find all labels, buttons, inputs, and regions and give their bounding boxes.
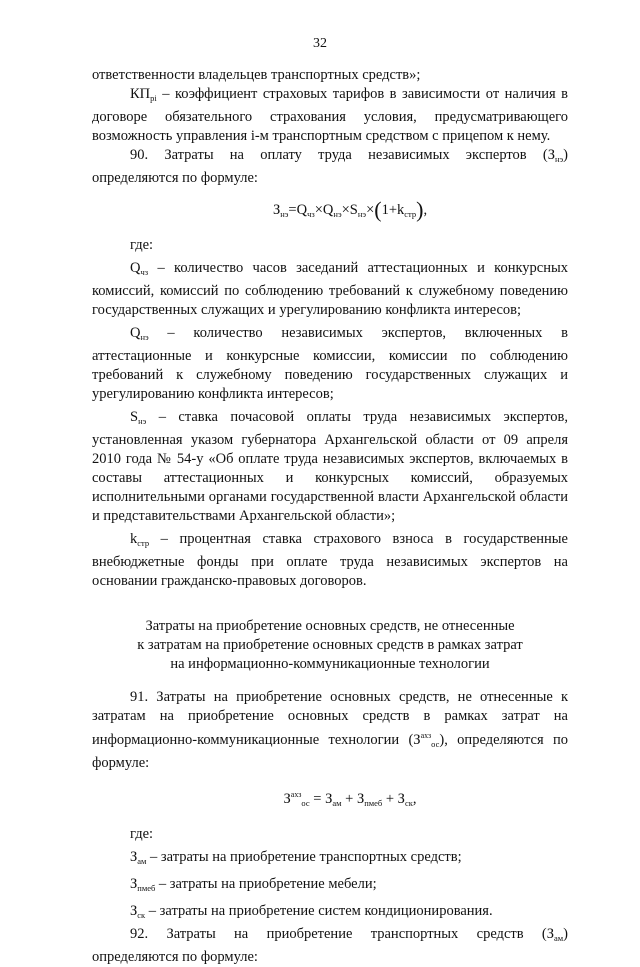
heading-line: на информационно-коммуникационные технологии	[170, 656, 490, 672]
section-heading	[92, 617, 568, 674]
definition-z-pmeb: $З_{пмеб}$ – затраты на приобретение мебели;	[130, 875, 377, 893]
where-label: где:	[130, 825, 154, 842]
definition-q-chz: $Q_{чз}$ – количество часов заседаний аттестационных и конкурсных комиссий, комиссий по соблюдению требований к служебному поведению государственных служащих и урегулированию конфликта интересов;	[92, 260, 568, 318]
definition-z-am: $З_{ам}$ – затраты на приобретение транспортных средств;	[130, 848, 462, 866]
paragraph-91: 91. Затраты на приобретение основных средств, не отнесенные к затратам на приобретение основных средств в рамках затрат на информационно-коммуникационные технологии $(З^{ахз}_{ос})$, определяются по формуле:	[92, 689, 569, 771]
definition-z-sk: $З_{ск}$ – затраты на приобретение систем кондиционирования.	[130, 902, 493, 920]
heading-line: Затраты на приобретение основных средств, не отнесенные	[145, 618, 515, 634]
paragraph-90: 90. Затраты на оплату труда независимых экспертов $(З_{нэ})$ определяются по формуле:	[92, 147, 568, 186]
kp-definition: $КП_{pi}$ – коэффициент страховых тарифов в зависимости от наличия в договоре обязательного страхования условия, предусматривающего возможность управления i-м транспортным средством с прицепом к нему.	[92, 86, 568, 144]
formula-91: $З^{ахз}_{ос} = З_{ам} + З_{пмеб} + З_{ск}$,	[283, 789, 417, 808]
formula-90: $З_{нэ}=Q_{чз}\times Q_{нэ}\times S_{нэ}\times(1+k_{стр})$,	[272, 197, 428, 222]
where-label: где:	[130, 237, 154, 253]
definition-q-ne: $Q_{нэ}$ – количество независимых экспертов, включенных в аттестационные и конкурсные комиссии, комиссии по соблюдению требований к служебному поведению государственных служащих и урегулированию конфликта интересов;	[92, 325, 568, 402]
document-body	[92, 66, 568, 967]
paragraph-92: 92. Затраты на приобретение транспортных средств $(З_{ам})$ определяются по формуле:	[92, 925, 568, 965]
definition-k-str: $k_{стр}$ – процентная ставка страхового взноса в государственные внебюджетные фонды при оплате труда независимых экспертов на основании гражданско-правовых договоров.	[92, 531, 568, 589]
heading-line: к затратам на приобретение основных средств в рамках затрат	[137, 637, 523, 653]
page-number: 32	[313, 36, 327, 51]
definition-s-ne: $S_{нэ}$ – ставка почасовой оплаты труда независимых экспертов, установленная указом губернатора Архангельской области от 09 апреля 2010 года № 54-у «Об оплате труда независимых экспертов, включаемых в составы аттестационных и конкурсных комиссий, образуемых исполнительными органами государственной власти Архангельской области и представительствами Архангельской области»;	[92, 409, 568, 524]
top-line: ответственности владельцев транспортных средств»;	[92, 67, 421, 83]
